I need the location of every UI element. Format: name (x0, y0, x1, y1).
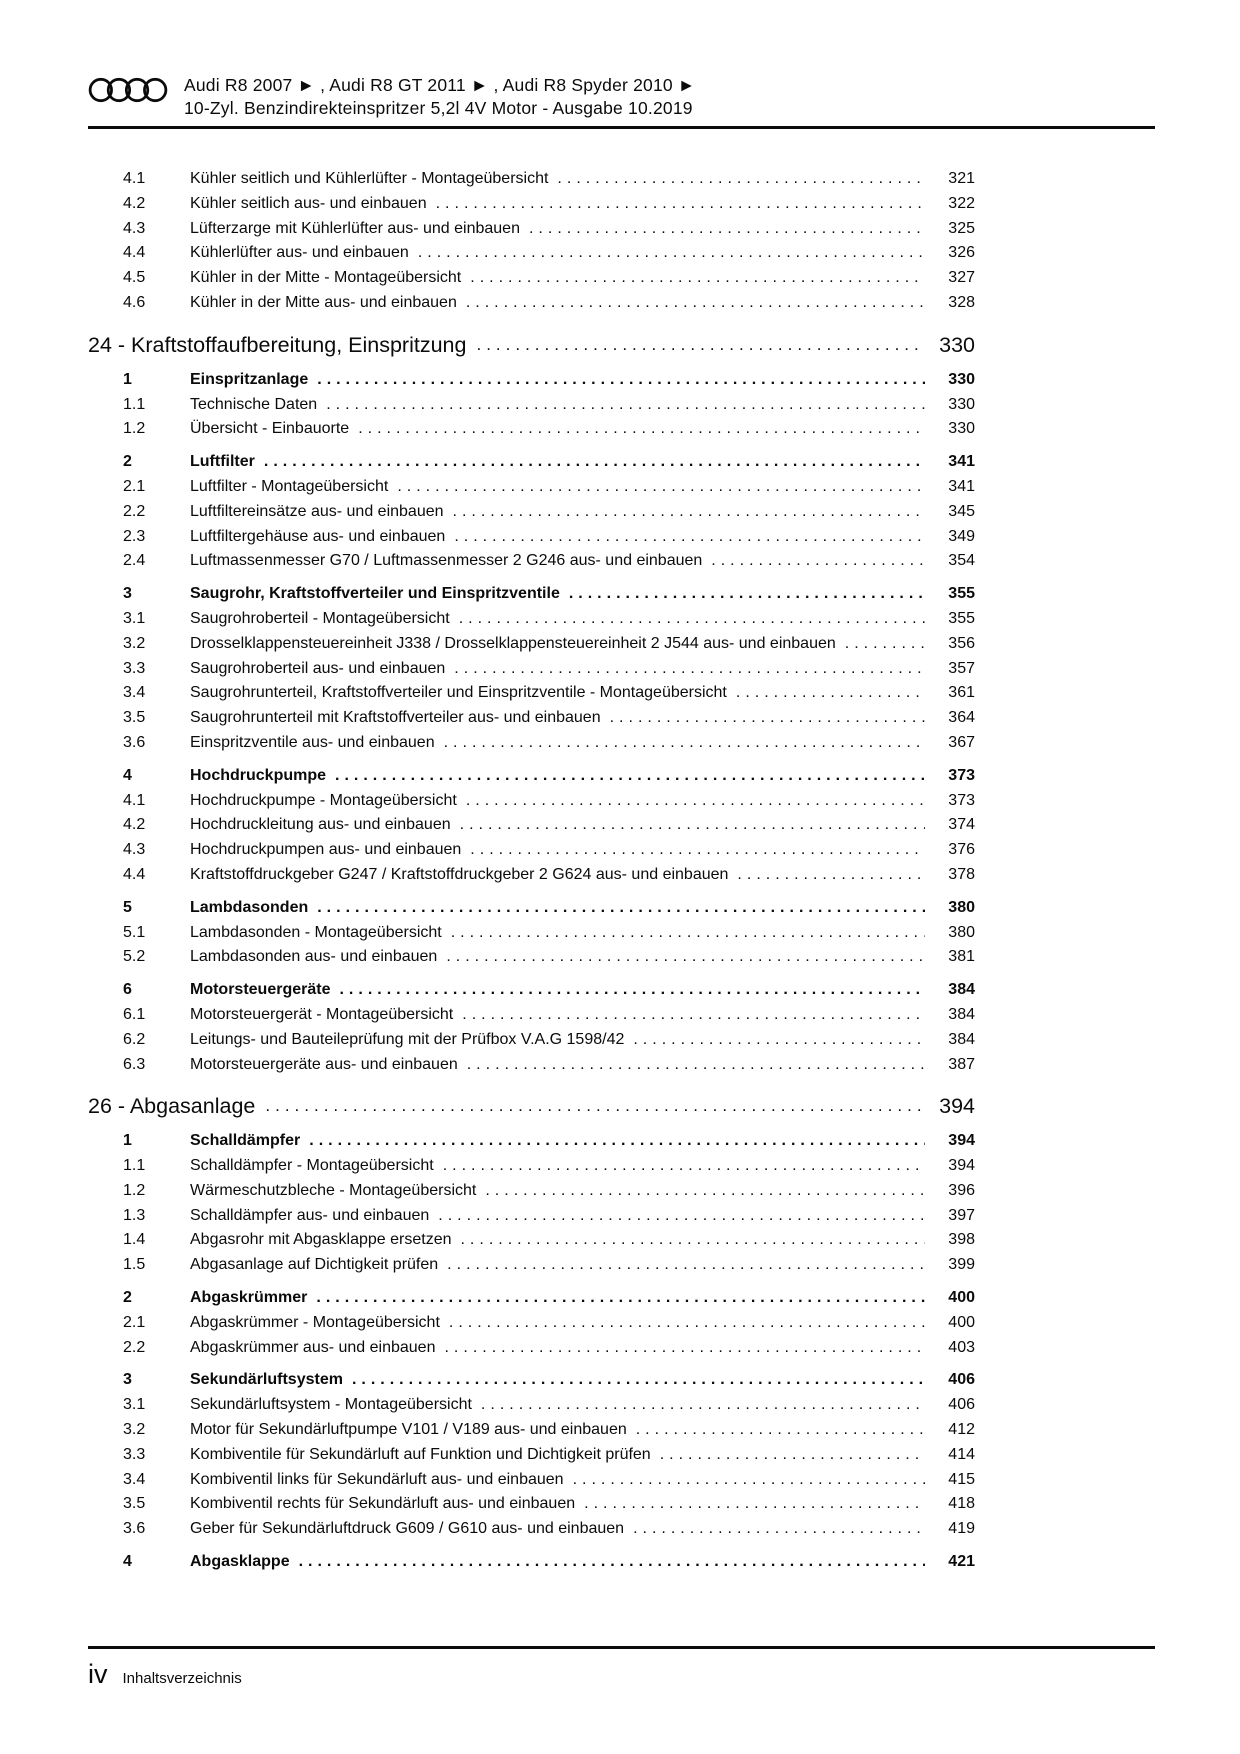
toc-entry (88, 731, 975, 756)
toc-entry-page-number: 394 (948, 1157, 975, 1175)
dot-leader (447, 1253, 925, 1278)
toc-entry-title: Einspritzventile aus- und einbauen (190, 733, 435, 751)
toc-entry (88, 1443, 975, 1468)
toc-entry-page-number: 354 (948, 552, 975, 570)
toc-entry (88, 192, 975, 217)
toc-entry-number: 5.1 (123, 923, 146, 941)
toc-entry-title: Drosselklappensteuereinheit J338 / Drosselklappensteuereinheit 2 J544 aus- und einbauen (190, 634, 836, 652)
toc-entry-number: 3.2 (123, 634, 146, 652)
toc-entry-title: Luftfiltereinsätze aus- und einbauen (190, 502, 444, 520)
toc-entry (88, 1204, 975, 1229)
toc-entry-page-number: 394 (948, 1132, 975, 1150)
toc-entry-page-number: 321 (948, 170, 975, 187)
chapter-label: 24 - Kraftstoffaufbereitung, Einspritzung (88, 332, 467, 357)
toc-entry-number: 4.4 (123, 244, 146, 262)
toc-entry (88, 217, 975, 242)
toc-entry-page-number: 373 (948, 791, 975, 809)
chapter-heading (88, 1091, 975, 1121)
toc-entry-number: 3 (123, 585, 132, 603)
toc-entry-title: Übersicht - Einbauorte (190, 420, 350, 438)
dot-leader (326, 393, 925, 418)
toc-entry-page-number: 341 (948, 453, 975, 471)
toc-entry (88, 1492, 975, 1517)
toc-entry-number: 1.2 (123, 420, 146, 438)
toc-entry-title: Luftfilter - Montageübersicht (190, 477, 389, 495)
toc-entry (88, 393, 975, 418)
toc-entry-number: 4.1 (123, 170, 146, 187)
dot-leader (459, 607, 925, 632)
toc-entry (88, 1154, 975, 1179)
toc-entry-page-number: 400 (948, 1313, 975, 1331)
dot-leader (358, 417, 925, 442)
toc-entry (88, 632, 975, 657)
toc-entry-page-number: 415 (948, 1470, 975, 1488)
toc-entry-number: 3.5 (123, 709, 146, 727)
dot-leader (454, 525, 925, 550)
dot-leader (438, 1204, 925, 1229)
dot-leader (466, 291, 925, 316)
footer-rule (88, 1646, 1155, 1649)
dot-leader (660, 1443, 925, 1468)
dot-leader (481, 1393, 925, 1418)
dot-leader (529, 217, 925, 242)
chapter-heading (88, 330, 975, 360)
dot-leader (309, 1129, 925, 1154)
toc-entry-title: Lambdasonden aus- und einbauen (190, 948, 438, 966)
toc-entry (88, 1228, 975, 1253)
dot-leader (584, 1492, 925, 1517)
dot-leader (460, 813, 925, 838)
dot-leader (633, 1517, 925, 1542)
chapter-page-number: 330 (939, 332, 975, 357)
toc-entry-number: 1.1 (123, 1157, 146, 1175)
toc-entry-number: 4.1 (123, 791, 146, 809)
toc-entry (88, 813, 975, 838)
toc-entry-page-number: 400 (948, 1289, 975, 1307)
dot-leader (462, 1003, 925, 1028)
dot-leader (470, 266, 925, 291)
toc-entry-title: Abgasanlage auf Dichtigkeit prüfen (190, 1256, 439, 1274)
toc-entry-page-number: 412 (948, 1421, 975, 1439)
toc-entry-title: Saugrohr, Kraftstoffverteiler und Einspritzventile (190, 585, 560, 603)
toc-entry-title: Wärmeschutzbleche - Montageübersicht (190, 1181, 477, 1199)
toc-entry (88, 291, 975, 316)
toc-entry (88, 241, 975, 266)
toc-entry-title: Kombiventil rechts für Sekundärluft aus- und einbauen (190, 1495, 576, 1513)
toc-entry-title: Kühler seitlich aus- und einbauen (190, 194, 427, 212)
toc-entry (88, 549, 975, 574)
toc-entry (88, 266, 975, 291)
toc-entry-page-number: 380 (948, 898, 975, 916)
toc-entry-title: Leitungs- und Bauteileprüfung mit der Prüfbox V.A.G 1598/42 (190, 1030, 625, 1048)
toc-entry (88, 978, 975, 1003)
toc-entry (88, 450, 975, 475)
toc-entry (88, 607, 975, 632)
toc-entry-number: 3.5 (123, 1495, 146, 1513)
toc-entry-title: Saugrohroberteil aus- und einbauen (190, 659, 446, 677)
toc-entry-number: 2.2 (123, 502, 146, 520)
toc-entry (88, 681, 975, 706)
toc-entry-title: Sekundärluftsystem (190, 1371, 343, 1389)
toc-entry-title: Schalldämpfer - Montageübersicht (190, 1157, 434, 1175)
dot-leader (264, 450, 925, 475)
toc-entry-title: Abgaskrümmer aus- und einbauen (190, 1338, 436, 1356)
toc-entry-number: 1 (123, 1132, 132, 1150)
toc-entry-number: 4 (123, 1553, 132, 1571)
page-header (0, 0, 1155, 129)
dot-leader (299, 1550, 925, 1575)
toc-entry (88, 1550, 975, 1575)
toc-entry (88, 1336, 975, 1361)
toc-entry-title: Luftfiltergehäuse aus- und einbauen (190, 527, 446, 545)
toc-entry-title: Motorsteuergeräte aus- und einbauen (190, 1055, 458, 1073)
toc-entry (88, 1418, 975, 1443)
toc-entry (88, 1129, 975, 1154)
toc-entry-number: 2 (123, 453, 132, 471)
toc-entry-number: 4.6 (123, 293, 146, 311)
dot-leader (845, 632, 925, 657)
toc-entry-title: Abgaskrümmer (190, 1289, 308, 1307)
toc-entry-number: 4.2 (123, 194, 146, 212)
toc-entry-page-number: 419 (948, 1520, 975, 1538)
toc-entry-number: 4.2 (123, 816, 146, 834)
dot-leader (446, 945, 925, 970)
toc-entry-title: Kühler in der Mitte - Montageübersicht (190, 269, 462, 287)
toc-entry-number: 4.3 (123, 219, 146, 237)
toc-entry (88, 1368, 975, 1393)
dot-leader (636, 1418, 925, 1443)
toc-entry (88, 896, 975, 921)
toc-entry-number: 3.6 (123, 1520, 146, 1538)
dot-leader (444, 731, 925, 756)
toc-entry-number: 3.4 (123, 684, 146, 702)
toc-entry-page-number: 341 (948, 477, 975, 495)
dot-leader (265, 1091, 921, 1121)
toc-entry-page-number: 327 (948, 269, 975, 287)
toc-entry-title: Schalldämpfer (190, 1132, 301, 1150)
toc-entry (88, 1468, 975, 1493)
dot-leader (418, 241, 925, 266)
dot-leader (352, 1368, 925, 1393)
toc-entry-page-number: 381 (948, 948, 975, 966)
toc-entry-page-number: 384 (948, 1030, 975, 1048)
dot-leader (339, 978, 925, 1003)
toc-entry-number: 2 (123, 1289, 132, 1307)
toc-entry (88, 1517, 975, 1542)
toc-entry-title: Saugrohrunterteil mit Kraftstoffverteiler aus- und einbauen (190, 709, 601, 727)
toc-entry-title: Hochdruckpumpe - Montageübersicht (190, 791, 457, 809)
toc-entry (88, 921, 975, 946)
toc-entry-number: 1.3 (123, 1206, 146, 1224)
toc-entry-page-number: 406 (948, 1396, 975, 1414)
toc (88, 167, 975, 1575)
toc-entry (88, 525, 975, 550)
dot-leader (451, 921, 925, 946)
toc-entry-title: Saugrohroberteil - Montageübersicht (190, 609, 450, 627)
toc-entry-title: Lambdasonden (190, 898, 309, 916)
toc-entry-title: Lüfterzarge mit Kühlerlüfter aus- und einbauen (190, 219, 520, 237)
toc-entry-page-number: 330 (948, 395, 975, 413)
toc-entry (88, 838, 975, 863)
dot-leader (573, 1468, 925, 1493)
toc-entry-page-number: 398 (948, 1231, 975, 1249)
toc-entry-number: 5.2 (123, 948, 146, 966)
dot-leader (476, 330, 921, 360)
toc-entry-page-number: 406 (948, 1371, 975, 1389)
dot-leader (316, 1286, 925, 1311)
toc-entry-title: Einspritzanlage (190, 370, 309, 388)
toc-entry-page-number: 373 (948, 766, 975, 784)
toc-entry (88, 417, 975, 442)
toc-entry-number: 4 (123, 766, 132, 784)
toc-entry-title: Technische Daten (190, 395, 318, 413)
toc-entry-title: Motorsteuergerät - Montageübersicht (190, 1005, 454, 1023)
toc-entry-title: Schalldämpfer aus- und einbauen (190, 1206, 430, 1224)
toc-entry-page-number: 355 (948, 609, 975, 627)
toc-entry (88, 1003, 975, 1028)
toc-entry-title: Geber für Sekundärluftdruck G609 / G610 aus- und einbauen (190, 1520, 625, 1538)
toc-entry (88, 863, 975, 888)
toc-entry-page-number: 349 (948, 527, 975, 545)
toc-entry-title: Abgasklappe (190, 1553, 290, 1571)
toc-entry-number: 4.3 (123, 841, 146, 859)
toc-entry (88, 475, 975, 500)
dot-leader (711, 549, 925, 574)
toc-entry-page-number: 374 (948, 816, 975, 834)
toc-entry (88, 657, 975, 682)
toc-entry-number: 3 (123, 1371, 132, 1389)
toc-entry-page-number: 384 (948, 981, 975, 999)
toc-entry-title: Kühlerlüfter aus- und einbauen (190, 244, 409, 262)
chapter-label: 26 - Abgasanlage (88, 1094, 256, 1119)
toc-entry-number: 5 (123, 898, 132, 916)
footer-section-label: Inhaltsverzeichnis (122, 1670, 242, 1687)
toc-entry-number: 2.3 (123, 527, 146, 545)
toc-entry-number: 1 (123, 370, 132, 388)
toc-entry (88, 1393, 975, 1418)
toc-entry-title: Hochdruckpumpe (190, 766, 327, 784)
toc-entry-page-number: 356 (948, 634, 975, 652)
toc-entry-title: Motorsteuergeräte (190, 981, 331, 999)
toc-entry (88, 368, 975, 393)
toc-entry (88, 1053, 975, 1078)
toc-entry (88, 789, 975, 814)
toc-entry-number: 6 (123, 981, 132, 999)
toc-entry-page-number: 355 (948, 585, 975, 603)
dot-leader (569, 582, 925, 607)
toc-entry-number: 3.3 (123, 659, 146, 677)
toc-entry-page-number: 380 (948, 923, 975, 941)
dot-leader (557, 167, 925, 192)
toc-entry-title: Hochdruckpumpen aus- und einbauen (190, 841, 462, 859)
audi-rings-icon (88, 76, 168, 104)
dot-leader (454, 657, 925, 682)
toc-entry-number: 1.2 (123, 1181, 146, 1199)
dot-leader (736, 681, 925, 706)
toc-entry (88, 706, 975, 731)
page-footer (88, 1646, 1155, 1689)
chapter-page-number: 394 (939, 1094, 975, 1119)
toc-entry-title: Saugrohrunterteil, Kraftstoffverteiler und Einspritzventile - Montageübersicht (190, 684, 727, 702)
dot-leader (466, 789, 925, 814)
toc-entry (88, 945, 975, 970)
toc-entry-title: Hochdruckleitung aus- und einbauen (190, 816, 451, 834)
toc-entry-number: 3.4 (123, 1470, 146, 1488)
toc-entry-number: 2.4 (123, 552, 146, 570)
toc-entry-page-number: 403 (948, 1338, 975, 1356)
toc-entry-page-number: 326 (948, 244, 975, 262)
toc-entry (88, 500, 975, 525)
header-rule (88, 126, 1155, 129)
toc-entry-title: Motor für Sekundärluftpumpe V101 / V189 aus- und einbauen (190, 1421, 627, 1439)
toc-entry (88, 764, 975, 789)
dot-leader (317, 368, 925, 393)
toc-entry-page-number: 367 (948, 733, 975, 751)
toc-entry-page-number: 418 (948, 1495, 975, 1513)
dot-leader (436, 192, 925, 217)
toc-entry-title: Kombiventile für Sekundärluft auf Funktion und Dichtigkeit prüfen (190, 1445, 651, 1463)
toc-entry (88, 1179, 975, 1204)
toc-entry-number: 2.1 (123, 1313, 146, 1331)
toc-entry-number: 2.2 (123, 1338, 146, 1356)
toc-entry-page-number: 384 (948, 1005, 975, 1023)
toc-entry-number: 2.1 (123, 477, 146, 495)
dot-leader (397, 475, 925, 500)
dot-leader (449, 1311, 925, 1336)
toc-entry-number: 3.2 (123, 1421, 146, 1439)
toc-entry-page-number: 399 (948, 1256, 975, 1274)
header-title-line1: Audi R8 2007 ► , Audi R8 GT 2011 ► , Audi R8 Spyder 2010 ► (184, 75, 696, 95)
toc-entry-page-number: 330 (948, 420, 975, 438)
toc-entry-page-number: 414 (948, 1445, 975, 1463)
toc-entry-number: 6.3 (123, 1055, 146, 1073)
toc-entry-number: 4.5 (123, 269, 146, 287)
toc-entry-title: Luftmassenmesser G70 / Luftmassenmesser 2 G246 aus- und einbauen (190, 552, 703, 570)
toc-entry-page-number: 328 (948, 293, 975, 311)
toc-entry-page-number: 364 (948, 709, 975, 727)
toc-entry-number: 3.1 (123, 609, 146, 627)
toc-entry-title: Kombiventil links für Sekundärluft aus- und einbauen (190, 1470, 564, 1488)
toc-entry-number: 3.3 (123, 1445, 146, 1463)
toc-entry-title: Lambdasonden - Montageübersicht (190, 923, 442, 941)
toc-entry (88, 1311, 975, 1336)
dot-leader (453, 500, 925, 525)
dot-leader (443, 1154, 925, 1179)
dot-leader (317, 896, 925, 921)
toc-entry-number: 4.4 (123, 865, 146, 883)
toc-entry-title: Luftfilter (190, 453, 255, 471)
toc-entry-title: Kühler in der Mitte aus- und einbauen (190, 293, 457, 311)
dot-leader (460, 1228, 925, 1253)
toc-entry (88, 1286, 975, 1311)
dot-leader (610, 706, 925, 731)
toc-entry-page-number: 397 (948, 1206, 975, 1224)
toc-entry (88, 582, 975, 607)
dot-leader (444, 1336, 925, 1361)
toc-entry-page-number: 378 (948, 865, 975, 883)
toc-entry (88, 167, 975, 192)
toc-entry-number: 6.1 (123, 1005, 146, 1023)
toc-entry-title: Abgasrohr mit Abgasklappe ersetzen (190, 1231, 452, 1249)
dot-leader (485, 1179, 925, 1204)
toc-entry-page-number: 376 (948, 841, 975, 859)
toc-entry-title: Kühler seitlich und Kühlerlüfter - Montageübersicht (190, 170, 549, 187)
dot-leader (467, 1053, 925, 1078)
toc-entry-number: 1.5 (123, 1256, 146, 1274)
toc-entry-number: 6.2 (123, 1030, 146, 1048)
toc-entry-title: Abgaskrümmer - Montageübersicht (190, 1313, 440, 1331)
toc-entry-page-number: 330 (948, 370, 975, 388)
toc-entry-number: 1.1 (123, 395, 146, 413)
toc-entry-page-number: 396 (948, 1181, 975, 1199)
toc-entry-number: 3.1 (123, 1396, 146, 1414)
toc-entry (88, 1253, 975, 1278)
toc-entry-number: 1.4 (123, 1231, 146, 1249)
toc-entry-page-number: 387 (948, 1055, 975, 1073)
toc-entry-page-number: 325 (948, 219, 975, 237)
toc-entry-page-number: 322 (948, 194, 975, 212)
footer-page-number: iv (88, 1659, 108, 1689)
toc-entry-page-number: 361 (948, 684, 975, 702)
dot-leader (335, 764, 925, 789)
toc-entry-title: Kraftstoffdruckgeber G247 / Kraftstoffdruckgeber 2 G624 aus- und einbauen (190, 865, 729, 883)
dot-leader (737, 863, 925, 888)
dot-leader (633, 1028, 925, 1053)
toc-entry (88, 1028, 975, 1053)
toc-entry-page-number: 345 (948, 502, 975, 520)
header-title-line2: 10-Zyl. Benzindirekteinspritzer 5,2l 4V Motor - Ausgabe 10.2019 (184, 98, 693, 118)
dot-leader (470, 838, 925, 863)
toc-entry-title: Sekundärluftsystem - Montageübersicht (190, 1396, 472, 1414)
toc-entry-page-number: 357 (948, 659, 975, 677)
toc-entry-number: 3.6 (123, 733, 146, 751)
toc-entry-page-number: 421 (948, 1553, 975, 1571)
